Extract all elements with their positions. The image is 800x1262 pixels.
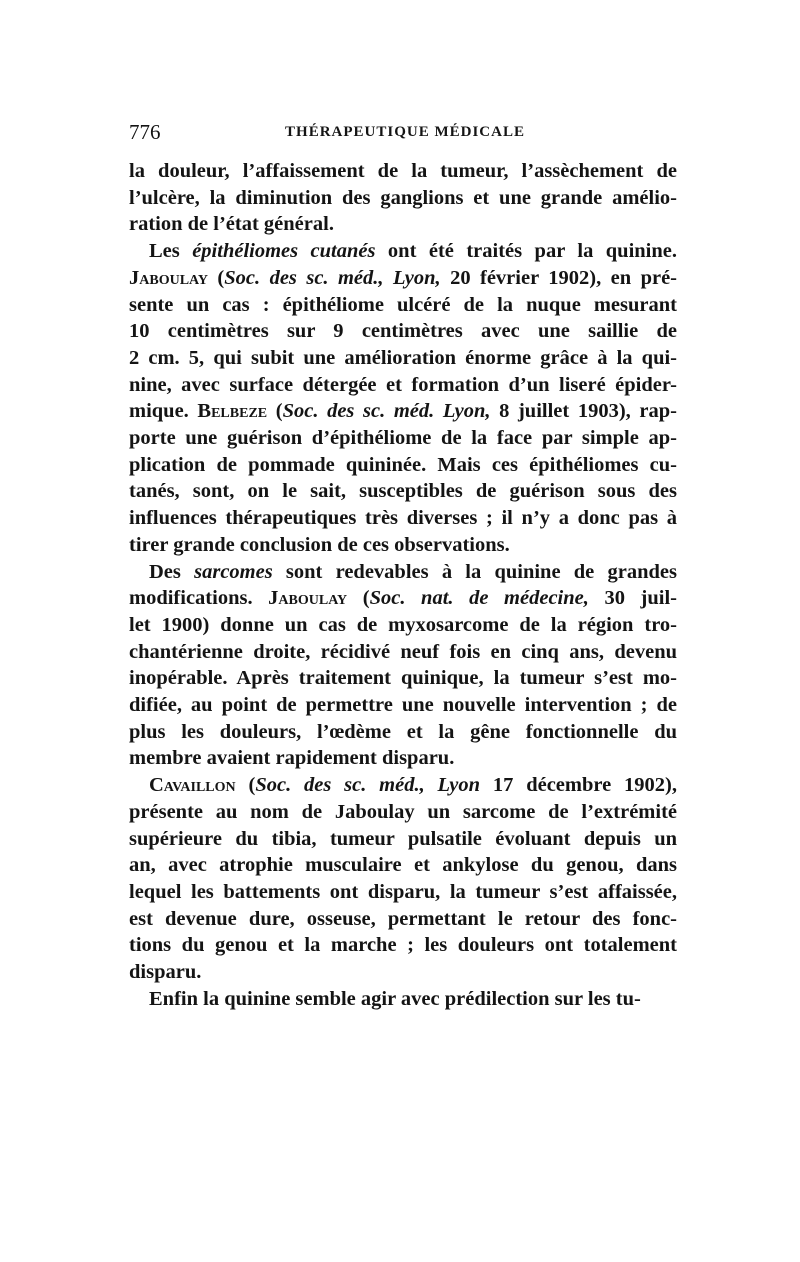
- running-title: THÉRAPEUTIQUE MÉDICALE: [285, 124, 525, 140]
- body-text: [129, 158, 677, 1013]
- text-run: Enfin la quinine semble agir avec prédilection sur les tu-: [149, 987, 641, 1010]
- text-line: [129, 265, 677, 292]
- text-run: 2 cm. 5, qui subit une amélioration énorme grâce à la qui-: [129, 346, 677, 369]
- text-run: porte une guérison d’épithéliome de la face par simple ap-: [129, 427, 677, 450]
- text-run: 8 juillet 1903), rap-: [490, 400, 677, 423]
- text-line: [129, 799, 677, 826]
- text-run: membre avaient rapidement disparu.: [129, 747, 455, 770]
- text-line: [129, 585, 677, 612]
- text-run: Les: [149, 240, 193, 263]
- text-line: [129, 345, 677, 372]
- text-line: [129, 932, 677, 959]
- text-run: nine, avec surface détergée et formation d’un liseré épider-: [129, 373, 677, 396]
- text-line: [129, 452, 677, 479]
- text-run: tions du genou et la marche ; les douleurs ont totalement: [129, 934, 677, 957]
- text-run: supérieure du tibia, tumeur pulsatile évoluant depuis un: [129, 827, 677, 850]
- text-run: difiée, au point de permettre une nouvelle intervention ; de: [129, 694, 677, 717]
- text-run: 10 centimètres sur 9 centimètres avec une saillie de: [129, 320, 677, 343]
- text-line: [129, 826, 677, 853]
- text-line: [129, 719, 677, 746]
- text-run: ont été traités par la quinine.: [375, 240, 678, 263]
- text-run: lequel les battements ont disparu, la tumeur s’est affaissée,: [129, 880, 677, 903]
- italic-text: épithéliomes cutanés: [192, 240, 376, 263]
- text-run: 30 juil-: [588, 587, 678, 610]
- text-line: [129, 238, 677, 265]
- text-run: 17 décembre 1902),: [480, 774, 677, 797]
- text-run: (: [207, 266, 225, 289]
- italic-text: Soc. des sc. méd. Lyon,: [282, 400, 491, 423]
- text-line: [129, 372, 677, 399]
- text-line: [129, 879, 677, 906]
- text-run: sont redevables à la quinine de grandes: [272, 560, 677, 583]
- text-line: [129, 692, 677, 719]
- text-line: [129, 906, 677, 933]
- page-number: 776: [129, 120, 161, 144]
- italic-text: sarcomes: [194, 560, 273, 583]
- text-line: [129, 745, 677, 772]
- text-run: modifications.: [129, 587, 269, 610]
- italic-text: Soc. des sc. méd., Lyon,: [224, 266, 441, 289]
- text-line: [129, 185, 677, 212]
- text-run: tanés, sont, on le sait, susceptibles de guérison sous des: [129, 480, 677, 503]
- text-run: l’ulcère, la diminution des ganglions et une grande amélio-: [129, 186, 677, 209]
- text-run: (: [267, 400, 283, 423]
- text-line: [129, 292, 677, 319]
- text-run: disparu.: [129, 961, 202, 984]
- text-line: [129, 425, 677, 452]
- text-line: [129, 959, 677, 986]
- text-run: Des: [149, 560, 195, 583]
- text-line: [129, 478, 677, 505]
- author-name: Belbeze: [197, 400, 268, 423]
- text-run: est devenue dure, osseuse, permettant le retour des fonc-: [129, 907, 677, 930]
- text-line: [129, 639, 677, 666]
- text-line: [129, 986, 677, 1013]
- text-run: influences thérapeutiques très diverses ; il n’y a donc pas à: [129, 507, 677, 530]
- text-run: la douleur, l’affaissement de la tumeur, l’assèchement de: [129, 160, 677, 182]
- text-line: [129, 772, 677, 799]
- text-run: plus les douleurs, l’œdème et la gêne fonctionnelle du: [129, 720, 677, 743]
- text-line: [129, 559, 677, 586]
- text-run: inopérable. Après traitement quinique, la tumeur s’est mo-: [129, 667, 677, 690]
- text-line: [129, 158, 677, 185]
- text-run: let 1900) donne un cas de myxosarcome de la région tro-: [129, 613, 677, 636]
- author-name: Jaboulay: [129, 266, 208, 289]
- text-line: [129, 211, 677, 238]
- page-header: [129, 117, 681, 147]
- italic-text: Soc. des sc. méd., Lyon: [255, 774, 481, 797]
- author-name: Cavaillon: [149, 774, 236, 797]
- text-run: mique.: [129, 400, 198, 423]
- text-run: sente un cas : épithéliome ulcéré de la nuque mesurant: [129, 293, 677, 316]
- text-run: (: [347, 587, 370, 610]
- text-line: [129, 532, 677, 559]
- text-run: an, avec atrophie musculaire et ankylose du genou, dans: [129, 854, 677, 877]
- italic-text: Soc. nat. de médecine,: [369, 587, 589, 610]
- text-line: [129, 852, 677, 879]
- text-line: [129, 318, 677, 345]
- text-line: [129, 398, 677, 425]
- author-name: Jaboulay: [268, 587, 348, 610]
- text-line: [129, 505, 677, 532]
- text-run: chantérienne droite, récidivé neuf fois en cinq ans, devenu: [129, 640, 677, 663]
- text-run: (: [235, 774, 256, 797]
- text-run: présente au nom de Jaboulay un sarcome de l’extrémité: [129, 800, 677, 823]
- text-run: 20 février 1902), en pré-: [440, 266, 678, 289]
- text-run: ration de l’état général.: [129, 213, 334, 236]
- text-line: [129, 612, 677, 639]
- text-run: plication de pommade quininée. Mais ces épithéliomes cu-: [129, 453, 677, 476]
- text-run: tirer grande conclusion de ces observations.: [129, 533, 510, 556]
- text-line: [129, 665, 677, 692]
